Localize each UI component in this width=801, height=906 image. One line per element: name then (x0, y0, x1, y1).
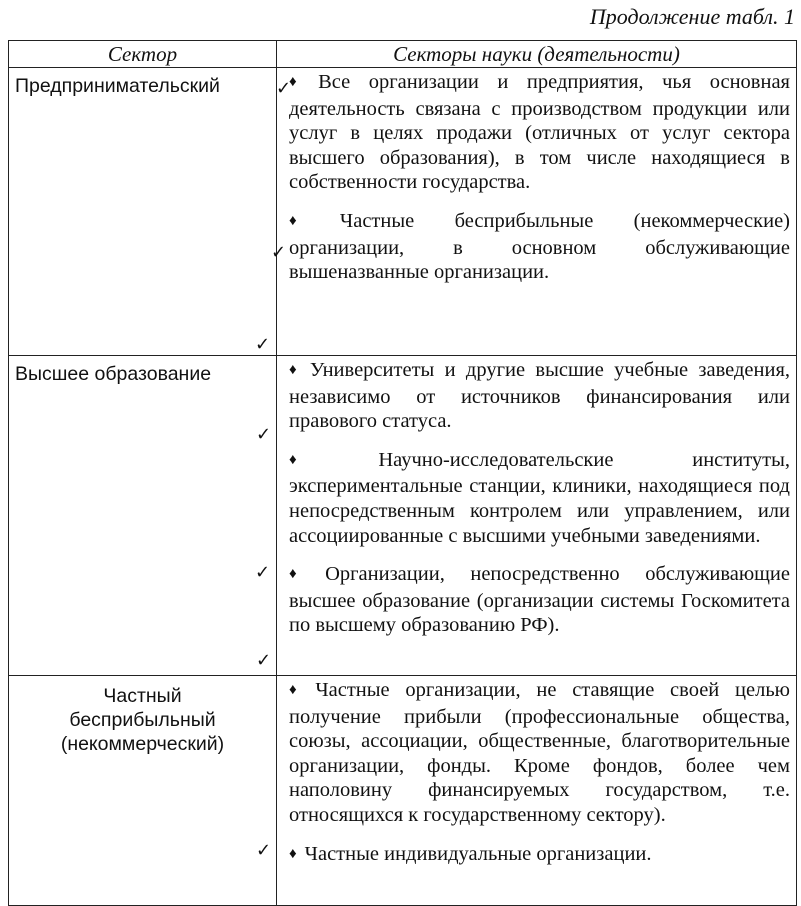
checkmark-icon: ✓ (255, 562, 271, 583)
table-row (9, 676, 797, 906)
list-item: ♦ Все организации и предприятия, чья основная деятельность связана с производством продукции или услуг в целях продажи (отличных от услуг сектора высшего образования), в том числе находящиеся в собственности государства. (289, 71, 790, 194)
list-item: ♦ Частные организации, не ставящие своей целью получение прибыли (профессиональные общества, союзы, ассоциации, общественные, благотворительные организации, фонды. Кроме фондов, более чем наполовину финансируемых государством, т.е. относящихся к государственному сектору). (289, 679, 790, 826)
checkmark-icon: ✓ (256, 650, 272, 671)
bullet-icon: ♦ (289, 74, 311, 90)
checkmark-icon: ✓ (271, 242, 287, 263)
header-row (9, 41, 797, 68)
header-sector: Сектор (9, 41, 277, 68)
checkmark-icon: ✓ (256, 424, 272, 445)
description-cell (277, 676, 797, 906)
sector-label-line: (некоммерческий) (60, 733, 225, 755)
bullet-icon: ♦ (289, 451, 371, 468)
checkmark-icon: ✓ (276, 78, 292, 99)
checkmark-icon: ✓ (256, 840, 272, 861)
sector-label: Предпринимательский (15, 75, 220, 97)
sector-cell (9, 68, 277, 356)
table-row (9, 356, 797, 676)
checkmark-icon: ✓ (255, 334, 271, 355)
sector-label-line: бесприбыльный (69, 709, 216, 731)
sector-label: Высшее образование (15, 363, 212, 385)
bullet-icon: ♦ (289, 566, 318, 583)
bullet-icon: ♦ (289, 845, 297, 862)
list-item: ♦ Частные индивидуальные организации. (289, 842, 652, 865)
sectors-table (8, 40, 797, 906)
description-cell (277, 68, 797, 356)
table-row (9, 68, 797, 356)
bullet-icon: ♦ (289, 682, 308, 698)
bullet-icon: ♦ (289, 362, 302, 378)
list-item: ♦ Университеты и другие высшие учебные заведения, независимо от источников финансирования или правового статуса. (289, 359, 791, 433)
sector-cell (9, 356, 277, 676)
description-cell (277, 356, 797, 676)
bullet-icon: ♦ (289, 212, 332, 229)
table-caption: Продолжение табл. 1 (589, 4, 795, 29)
list-item: ♦ Организации, непосредственно обслуживающие высшее образование (организации системы Госкомитета по высшему образованию РФ). (289, 563, 791, 637)
header-science-sectors: Секторы науки (деятельности) (277, 41, 797, 68)
list-item: ♦ Научно-исследовательские институты, экспериментальные станции, клиники, находящиеся под непосредственным контролем или управлением, или ассоциированные с высшими учебными заведениями. (289, 448, 791, 547)
sector-label-line: Частный (103, 685, 182, 707)
sector-cell (9, 676, 277, 906)
list-item: ♦ Частные бесприбыльные (некоммерческие) организации, в основном обслуживающие вышеназванные организации. (289, 209, 790, 284)
